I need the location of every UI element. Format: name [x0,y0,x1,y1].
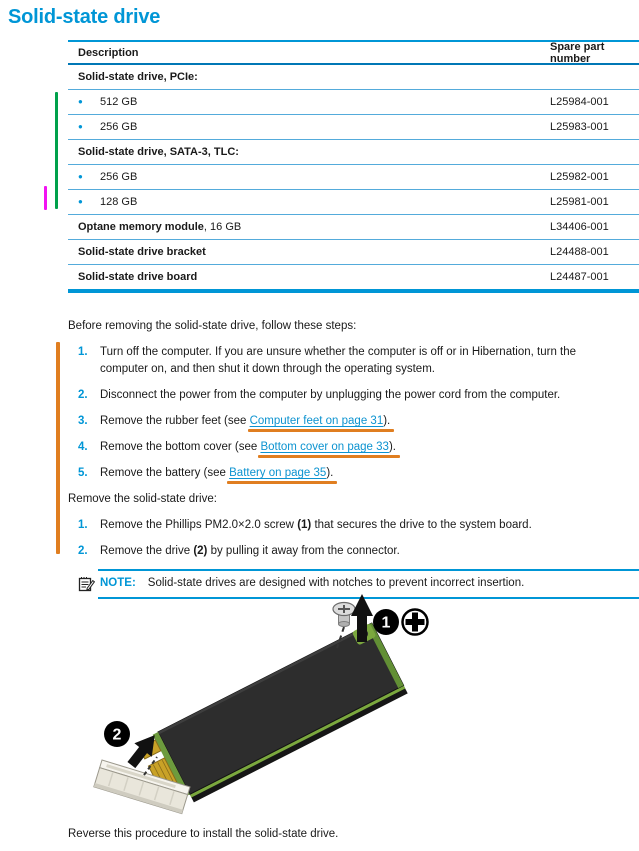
step-text [100,543,625,560]
step-number: 1. [78,519,88,531]
remove-step-1 [68,517,639,534]
note-label: NOTE: [100,577,136,589]
bullet-icon [78,198,100,206]
part-number: L25983-001 [550,121,609,133]
step-number: 2. [78,389,88,401]
column-header-description: Description [78,46,139,59]
part-number: L24488-001 [550,246,609,258]
annotated-link-wrap [229,467,333,479]
step-number: 3. [78,415,88,427]
step-number: 4. [78,441,88,453]
step-3 [68,413,639,430]
table-row [68,165,639,190]
step-text [100,465,625,482]
table-row [68,65,639,90]
table-row [68,140,639,165]
step-text: Turn off the computer. If you are unsure whether the computer is off or in Hibernation, turn the computer on, and then shut it down through the operating system. [100,346,577,375]
step-number: 1. [78,346,88,358]
bullet-icon [78,98,100,106]
step-text-pre: Remove the bottom cover (see [100,441,261,453]
removal-procedure [68,318,639,599]
ssd-illustration [80,590,500,830]
step-text [100,413,625,430]
link-computer-feet[interactable]: Computer feet on page 31 [249,415,384,427]
page-title: Solid-state drive [8,6,161,28]
callout-ref: (1) [297,519,312,531]
change-bar-green [55,92,58,209]
table-row [68,115,639,140]
phillips-screw-symbol-icon [403,610,428,635]
description: 128 GB [100,196,138,208]
remove-step-2 [68,543,639,560]
step-text-pre: Remove the Phillips PM2.0×2.0 screw [100,519,298,531]
description-bold: Solid-state drive bracket [78,246,206,258]
part-number: L25982-001 [550,171,609,183]
spare-parts-table [68,40,639,293]
step-number: 5. [78,467,88,479]
description-bold: Solid-state drive board [78,271,198,283]
step-text-post: ). [383,415,391,427]
callout-ref: (2) [193,545,208,557]
note-text: Solid-state drives are designed with notches to prevent incorrect insertion. [147,577,525,589]
annotated-link-wrap [250,415,391,427]
section-label: Solid-state drive, SATA-3, TLC: [78,146,239,158]
procedure-intro: Before removing the solid-state drive, follow these steps: [68,320,357,332]
description: 512 GB [100,96,138,108]
description-bold: Optane memory module [78,221,204,233]
description: 256 GB [100,121,138,133]
table-row [68,190,639,215]
svg-text:1: 1 [381,614,391,632]
svg-text:2: 2 [112,726,122,744]
bullet-icon [78,123,100,131]
step-text-pre: Remove the drive [100,545,194,557]
remove-intro: Remove the solid-state drive: [68,493,217,505]
step-text-post: by pulling it away from the connector. [207,545,400,557]
part-number: L24487-001 [550,271,609,283]
step-5 [68,465,639,482]
table-row [68,265,639,289]
table-row [68,215,639,240]
annotated-link-wrap [260,441,396,453]
callout-2 [104,721,130,747]
ssd-removal-figure [80,590,500,830]
step-text-post: that secures the drive to the system board. [311,519,532,531]
step-number: 2. [78,545,88,557]
description-rest: , 16 GB [203,221,242,233]
step-text [100,439,625,456]
step-text-post: ). [388,441,396,453]
column-header-part-number: Spare part number [550,40,605,65]
step-2 [68,387,639,404]
table-row [68,90,639,115]
description: 256 GB [100,171,138,183]
link-battery[interactable]: Battery on page 35 [229,467,327,479]
screw-icon [333,603,355,627]
closing-instruction: Reverse this procedure to install the solid-state drive. [68,828,339,840]
table-row [68,240,639,265]
change-bar-orange [56,342,60,554]
step-text-post: ). [326,467,334,479]
callout-1 [373,609,399,635]
bullet-icon [78,173,100,181]
part-number: L25981-001 [550,196,609,208]
step-text-pre: Remove the battery (see [100,467,230,479]
step-text [100,517,625,534]
link-bottom-cover[interactable]: Bottom cover on page 33 [260,441,389,453]
step-1 [68,344,639,378]
step-4 [68,439,639,456]
section-label: Solid-state drive, PCIe: [78,71,198,83]
part-number: L34406-001 [550,221,609,233]
change-bar-magenta [44,186,47,210]
table-header-row [68,42,639,65]
step-text: Disconnect the power from the computer by unplugging the power cord from the computer. [100,389,561,401]
part-number: L25984-001 [550,96,609,108]
step-text-pre: Remove the rubber feet (see [100,415,250,427]
